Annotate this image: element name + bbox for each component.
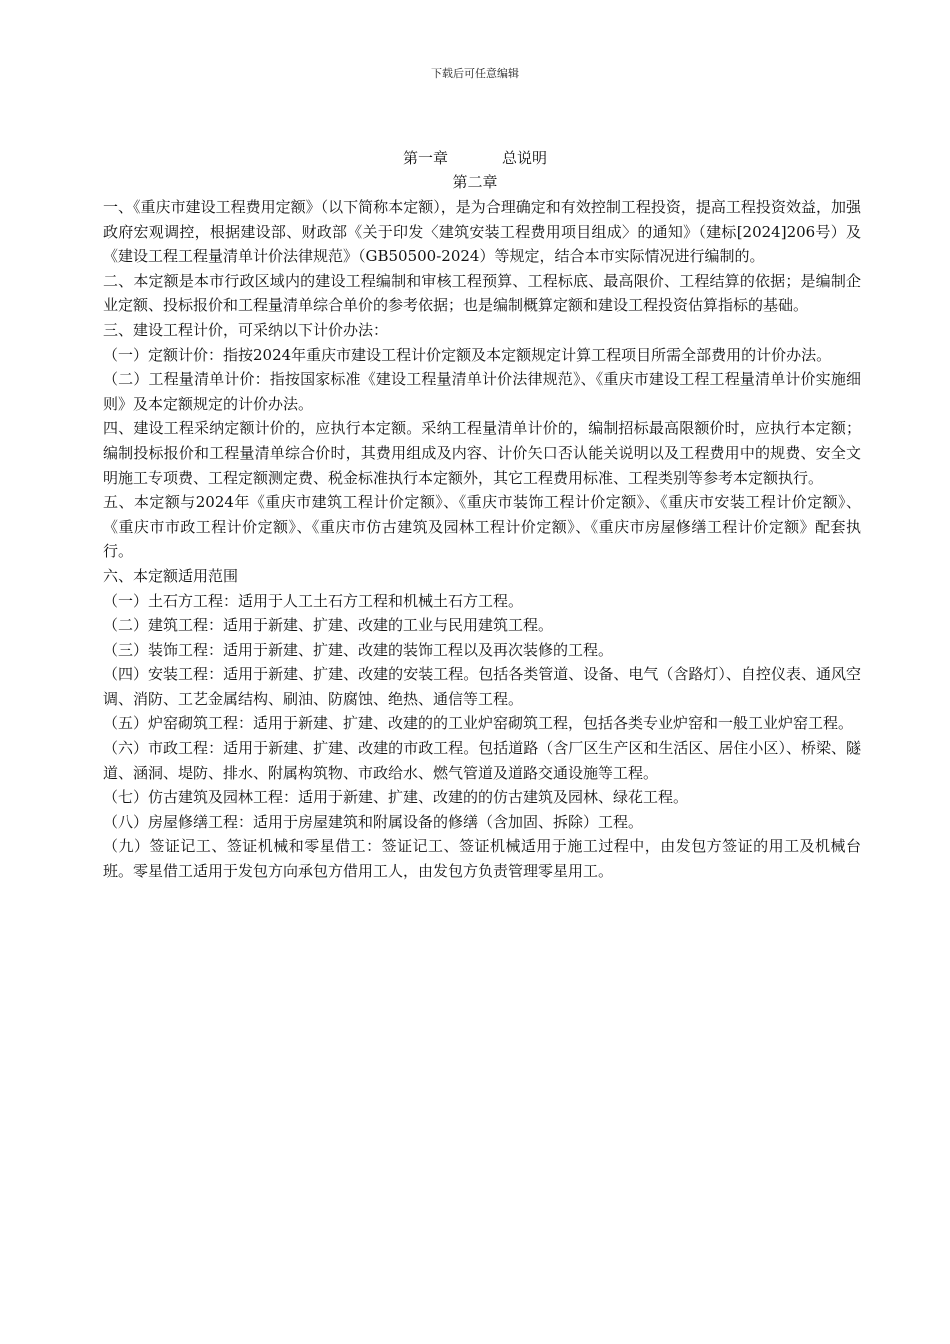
- scope-item-2: （二）建筑工程：适用于新建、扩建、改建的工业与民用建筑工程。: [103, 616, 554, 635]
- chapter-one-title: [0, 146, 950, 170]
- scope-item-1: （一）土石方工程：适用于人工土石方工程和机械土石方工程。: [103, 591, 524, 610]
- paragraph-3: 三、建设工程计价，可采纳以下计价办法：: [103, 320, 389, 339]
- scope-item-6: （六）市政工程：适用于新建、扩建、改建的市政工程。包括道路（含厂区生产区和生活区、居住小区）、桥梁、隧道、涵洞、堤防、排水、附属构筑物、市政给水、燃气管道及道路交通设施等工程。: [103, 739, 861, 782]
- scope-item-8: （八）房屋修缮工程：适用于房屋建筑和附属设备的修缮（含加固、拆除）工程。: [103, 812, 644, 831]
- paragraph-3-1: （一）定额计价：指按2024年重庆市建设工程计价定额及本定额规定计算工程项目所需全部费用的计价办法。: [103, 345, 832, 364]
- download-note: 下载后可任意编辑: [431, 67, 519, 80]
- paragraph-4: 四、建设工程采纳定额计价的，应执行本定额。采纳工程量清单计价的，编制招标最高限额价时，应执行本定额；编制投标报价和工程量清单综合价时，其费用组成及内容、计价矢口否认能关说明以及工程费用中的规费、安全文明施工专项费、工程定额测定费、税金标准执行本定额外，其它工程费用标准、工程类别等参考本定额执行。: [103, 419, 861, 487]
- document-body: [103, 195, 861, 884]
- paragraph-6: 六、本定额适用范围: [103, 566, 239, 585]
- paragraph-5: 五、本定额与2024年《重庆市建筑工程计价定额》、《重庆市装饰工程计价定额》、《重庆市安装工程计价定额》、《重庆市市政工程计价定额》、《重庆市仿古建筑及园林工程计价定额》、《重庆市房屋修缮工程计价定额》配套执行。: [103, 493, 861, 561]
- scope-item-3: （三）装饰工程：适用于新建、扩建、改建的装饰工程以及再次装修的工程。: [103, 640, 614, 659]
- chapter-one-name: 总说明: [502, 149, 548, 167]
- scope-item-7: （七）仿古建筑及园林工程：适用于新建、扩建、改建的的仿古建筑及园林、绿花工程。: [103, 788, 689, 807]
- scope-item-9: （九）签证记工、签证机械和零星借工：签证记工、签证机械适用于施工过程中，由发包方签证的用工及机械台班。零星借工适用于发包方向承包方借用工人，由发包方负责管理零星用工。: [103, 837, 861, 881]
- scope-item-5: （五）炉窑砌筑工程：适用于新建、扩建、改建的的工业炉窑砌筑工程，包括各类专业炉窑和一般工业炉窑工程。: [103, 714, 854, 733]
- paragraph-3-2: （二）工程量清单计价：指按国家标准《建设工程量清单计价法律规范》、《重庆市建设工程工程量清单计价实施细则》及本定额规定的计价办法。: [103, 370, 861, 413]
- paragraph-1: 一、《重庆市建设工程费用定额》（以下简称本定额），是为合理确定和有效控制工程投资，提高工程投资效益，加强政府宏观调控，根据建设部、财政部《关于印发〈建筑安装工程费用项目组成〉的通知》（建标[2024]206号）及《建设工程工程量清单计价法律规范》（GB50500-2024）等规定，结合本市实际情况进行编制的。: [103, 198, 861, 266]
- chapter-one-label: 第一章: [402, 149, 448, 167]
- chapter-two-title: 第二章: [452, 173, 498, 191]
- chapter-titles: [0, 146, 950, 194]
- paragraph-2: 二、本定额是本市行政区域内的建设工程编制和审核工程预算、工程标底、最高限价、工程结算的依据；是编制企业定额、投标报价和工程量清单综合单价的参考依据；也是编制概算定额和建设工程投资估算指标的基础。: [103, 271, 861, 315]
- scope-item-4: （四）安装工程：适用于新建、扩建、改建的安装工程。包括各类管道、设备、电气（含路灯）、自控仪表、通风空调、消防、工艺金属结构、刷油、防腐蚀、绝热、通信等工程。: [103, 665, 861, 708]
